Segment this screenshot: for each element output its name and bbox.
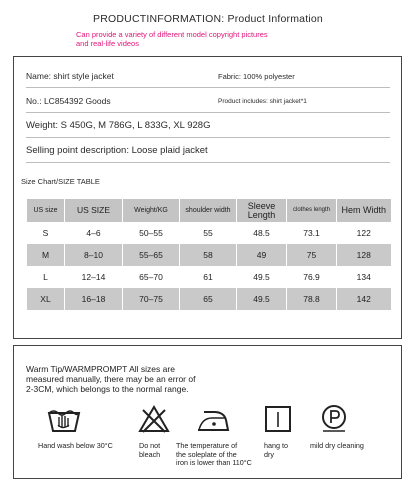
- care-label-line: iron is lower than 110°C: [176, 458, 252, 467]
- header-cell: Hem Width: [337, 199, 391, 222]
- fabric: Fabric: 100% polyester: [218, 72, 295, 81]
- table-row: [27, 288, 391, 310]
- header-cell: Weight/KG: [123, 199, 180, 222]
- table-cell: 65–70: [123, 266, 180, 288]
- table-cell: 12–14: [65, 266, 123, 288]
- table-cell: 49.5: [237, 266, 287, 288]
- table-cell: 78.8: [287, 288, 337, 310]
- header-cell: clothes length: [287, 199, 337, 222]
- care-label-dry-clean: [310, 442, 390, 451]
- care-label-hang-dry: [264, 442, 304, 459]
- table-cell: 70–75: [123, 288, 180, 310]
- table-row: [27, 244, 391, 266]
- header-note: [76, 30, 336, 48]
- table-cell: 49.5: [237, 288, 287, 310]
- table-cell: 8–10: [65, 244, 123, 266]
- divider: [26, 112, 390, 113]
- care-label-line: bleach: [139, 449, 161, 459]
- hand-wash-icon: [46, 405, 82, 433]
- product-number: No.: LC854392 Goods: [26, 96, 111, 106]
- product-includes: Product includes: shirt jacket*1: [218, 98, 307, 105]
- care-label-no-bleach: [139, 442, 179, 459]
- iron-low-icon: [196, 406, 230, 432]
- table-row: [27, 266, 391, 288]
- warm-tip-line-2: measured manually, there may be an error of: [26, 374, 196, 384]
- table-cell: 128: [337, 244, 391, 266]
- table-cell: 55–65: [123, 244, 180, 266]
- selling-point: Selling point description: Loose plaid jacket: [26, 145, 208, 156]
- divider: [26, 162, 390, 163]
- care-label-line: dry: [264, 449, 274, 459]
- page-title: PRODUCTINFORMATION: Product Information: [93, 13, 323, 25]
- table-cell: 55: [180, 222, 237, 244]
- header-note-line-2: and real-life videos: [76, 39, 139, 48]
- table-cell: 75: [287, 244, 337, 266]
- table-cell: 76.9: [287, 266, 337, 288]
- table-cell: 61: [180, 266, 237, 288]
- header-cell: US SIZE: [65, 199, 123, 222]
- table-cell: 16–18: [65, 288, 123, 310]
- warm-tip-line-3: 2-3CM, which belongs to the normal range.: [26, 384, 189, 394]
- weight: Weight: S 450G, M 786G, L 833G, XL 928G: [26, 120, 211, 131]
- header-cell: Sleeve Length: [237, 199, 287, 222]
- table-cell: 134: [337, 266, 391, 288]
- table-cell: 58: [180, 244, 237, 266]
- hang-dry-icon: [264, 405, 292, 433]
- table-cell: 122: [337, 222, 391, 244]
- care-label-line: mild dry cleaning: [310, 441, 364, 450]
- table-cell: 65: [180, 288, 237, 310]
- table-cell: M: [27, 244, 65, 266]
- care-label-iron: [176, 442, 266, 468]
- size-table-header: [27, 199, 391, 222]
- table-cell: 4–6: [65, 222, 123, 244]
- product-name: Name: shirt style jacket: [26, 71, 114, 81]
- table-cell: 48.5: [237, 222, 287, 244]
- header-cell: US size: [27, 199, 65, 222]
- care-label-line: Do not: [139, 441, 161, 450]
- header-cell: shoulder width: [180, 199, 237, 222]
- care-label-line: Hand wash below 30°C: [38, 441, 113, 450]
- size-table: [26, 199, 391, 310]
- care-label-hand-wash: [38, 442, 138, 451]
- size-chart-title: Size Chart/SIZE TABLE: [21, 177, 100, 186]
- care-label-line: the soleplate of the: [176, 449, 237, 459]
- care-label-line: The temperature of: [176, 441, 238, 450]
- table-cell: S: [27, 222, 65, 244]
- table-row: [27, 222, 391, 244]
- table-cell: 142: [337, 288, 391, 310]
- table-cell: L: [27, 266, 65, 288]
- divider: [26, 137, 390, 138]
- warm-tip-line-1: Warm Tip/WARMPROMPT All sizes are: [26, 364, 175, 374]
- warm-tip: [26, 364, 286, 394]
- table-cell: 73.1: [287, 222, 337, 244]
- divider: [26, 87, 390, 88]
- table-cell: 50–55: [123, 222, 180, 244]
- header-note-line-1: Can provide a variety of different model copyright pictures: [76, 30, 268, 39]
- no-bleach-icon: [138, 405, 170, 433]
- table-cell: XL: [27, 288, 65, 310]
- table-cell: 49: [237, 244, 287, 266]
- care-label-line: hang to: [264, 441, 288, 450]
- mild-dry-clean-icon: [320, 405, 348, 433]
